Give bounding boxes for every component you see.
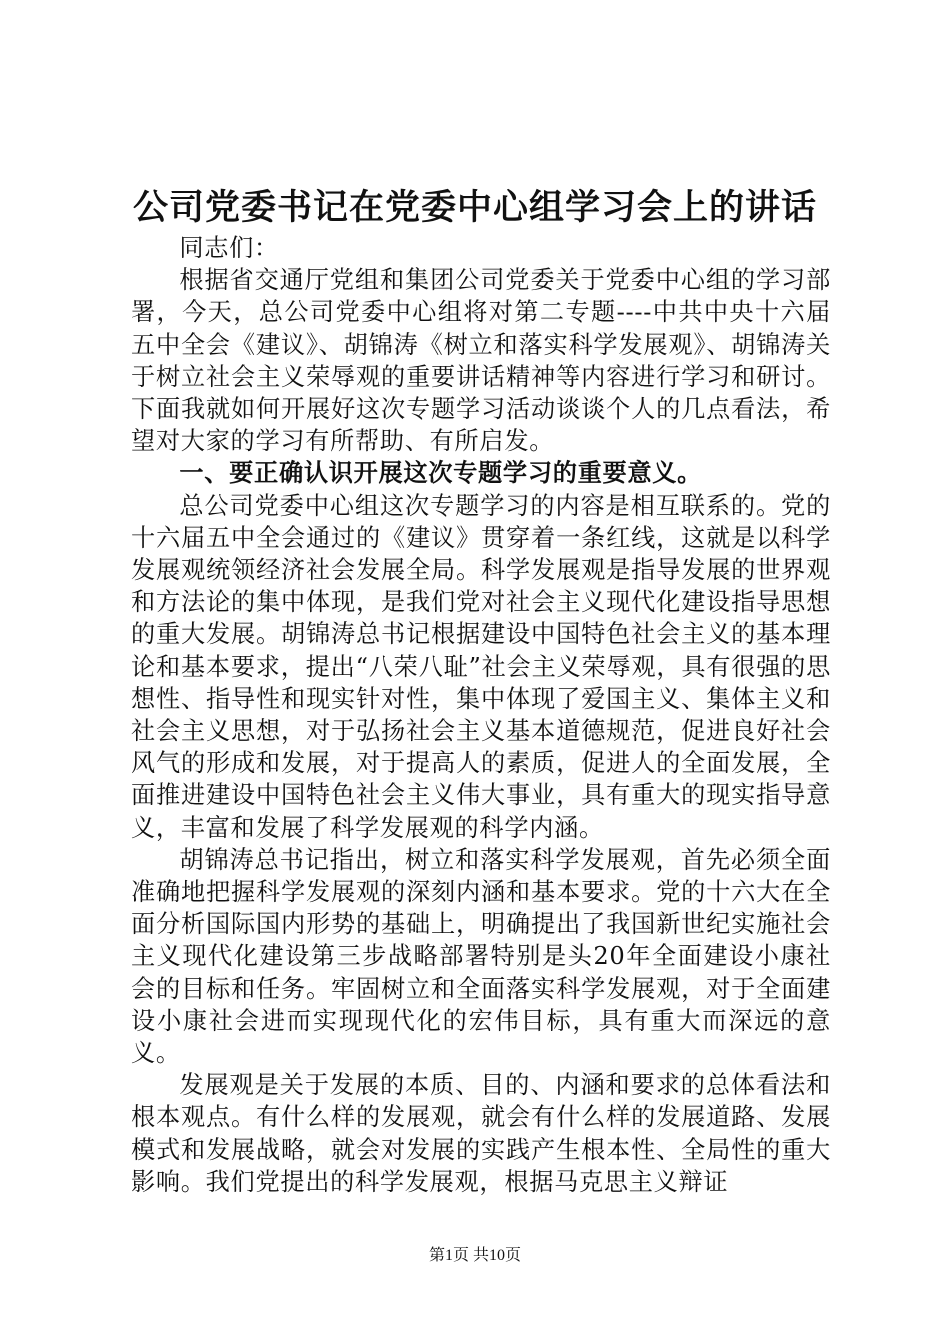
- document-title: 公司党委书记在党委中心组学习会上的讲话: [132, 187, 817, 228]
- paragraph-intro: 根据省交通厅党组和集团公司党委关于党委中心组的学习部署，今天，总公司党委中心组将对第二专题----中共中央十六届五中全会《建议》、胡锦涛《树立和落实科学发展观》、胡锦涛关于树立社会主义荣辱观的重要讲话精神等内容进行学习和研讨。下面我就如何开展好这次专题学习活动谈谈个人的几点看法，希望对大家的学习有所帮助、有所启发。: [131, 266, 831, 456]
- section-heading-1: 一、要正确认识开展这次专题学习的重要意义。: [179, 458, 703, 488]
- document-body: [131, 232, 831, 1198]
- page-number-footer: 第1页 共10页: [428, 1247, 521, 1264]
- paragraph-significance: 总公司党委中心组这次专题学习的内容是相互联系的。党的十六届五中全会通过的《建议》贯穿着一条红线，这就是以科学发展观统领经济社会发展全局。科学发展观是指导发展的世界观和方法论的集中体现，是我们党对社会主义现代化建设指导思想的重大发展。胡锦涛总书记根据建设中国特色社会主义的基本理论和基本要求，提出“八荣八耻”社会主义荣辱观，具有很强的思想性、指导性和现实针对性，集中体现了爱国主义、集体主义和社会主义思想，对于弘扬社会主义基本道德规范，促进良好社会风气的形成和发展，对于提高人的素质，促进人的全面发展，全面推进建设中国特色社会主义伟大事业，具有重大的现实指导意义，丰富和发展了科学发展观的科学内涵。: [131, 491, 831, 842]
- salutation: 同志们：: [179, 234, 279, 262]
- paragraph-development-view: 发展观是关于发展的本质、目的、内涵和要求的总体看法和根本观点。有什么样的发展观，就会有什么样的发展道路、发展模式和发展战略，就会对发展的实践产生根本性、全局性的重大影响。我们党提出的科学发展观，根据马克思主义辩证: [131, 1071, 831, 1196]
- paragraph-hu-instruction: 胡锦涛总书记指出，树立和落实科学发展观，首先必须全面准确地把握科学发展观的深刻内涵和基本要求。党的十六大在全面分析国际国内形势的基础上，明确提出了我国新世纪实施社会主义现代化建设第三步战略部署特别是头20年全面建设小康社会的目标和任务。牢固树立和全面落实科学发展观，对于全面建设小康社会进而实现现代化的宏伟目标，具有重大而深远的意义。: [131, 845, 831, 1068]
